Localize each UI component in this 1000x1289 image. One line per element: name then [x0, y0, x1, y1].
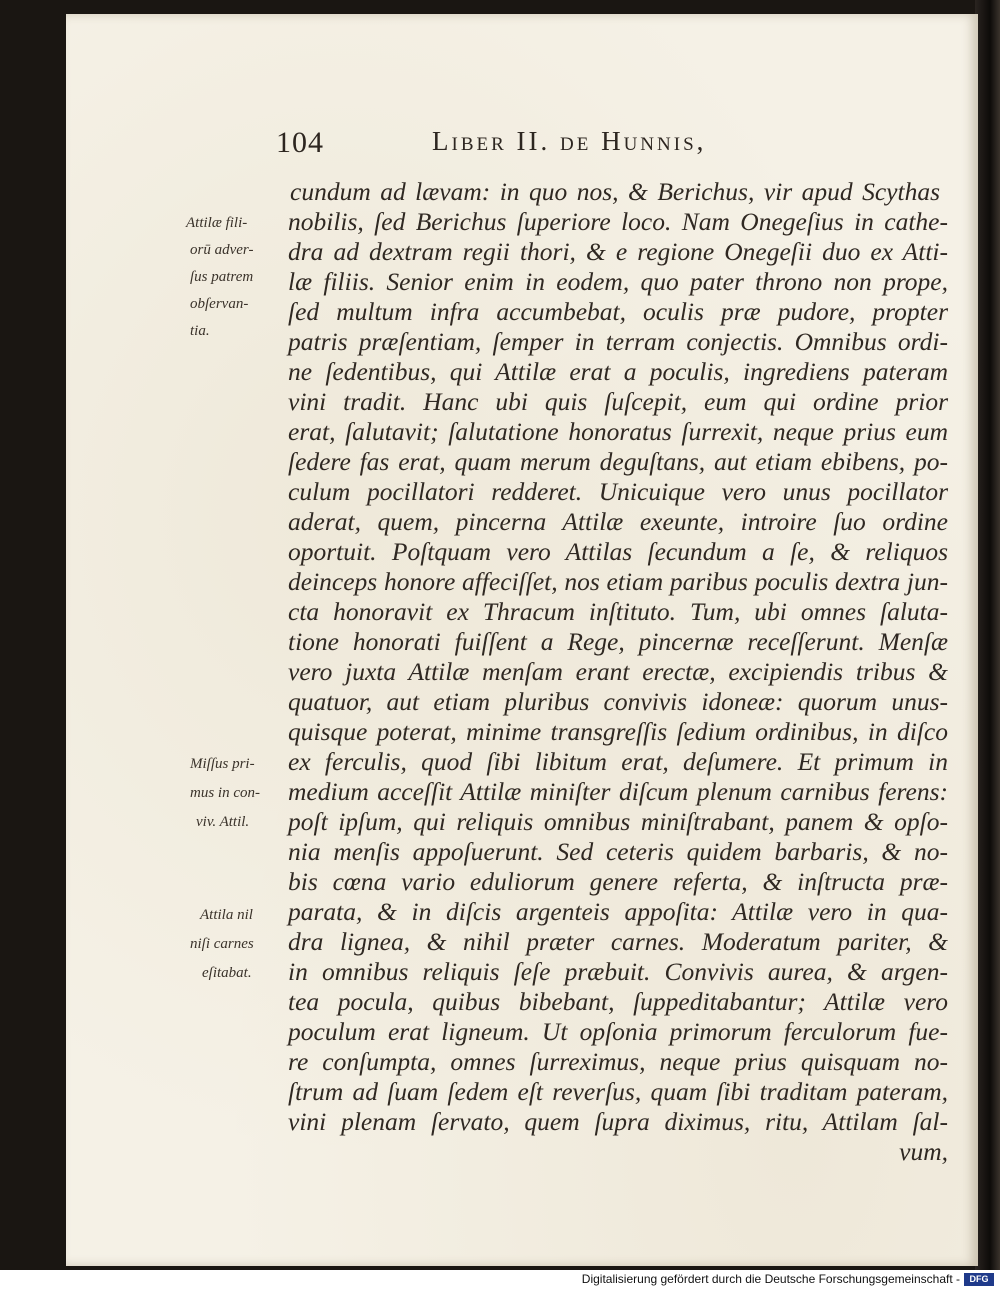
text-line: aderat, quem, pincerna Attilæ exeunte, introire ſuo ordine [288, 507, 948, 536]
text-line: parata, & in diſcis argenteis appoſita: Attilæ vero in qua- [288, 897, 948, 926]
text-line: vini plenam ſervato, quem ſupra diximus, ritu, Attilam ſal- [288, 1107, 948, 1136]
marginal-note: Attilæ fili- [186, 215, 248, 231]
text-line: nobilis, ſed Berichus ſuperiore loco. Nam Onegeſius in cathe- [288, 207, 948, 236]
text-line: cta honoravit ex Thracum inſtituto. Tum, ubi omnes ſaluta- [288, 597, 948, 626]
text-line: culum pocillatori redderet. Unicuique vero unus pocillator [288, 477, 948, 506]
text-line: tea pocula, quibus bibebant, ſuppeditabantur; Attilæ vero [288, 987, 948, 1016]
text-line: dra ad dextram regii thori, & e regione Onegeſii duo ex Atti- [288, 237, 948, 266]
text-line: quatuor, aut etiam pluribus convivis idoneæ: quorum unus- [288, 687, 948, 716]
text-line: bis cœna vario eduliorum genere referta, & inſtructa præ- [288, 867, 948, 896]
marginal-note: obſervan- [190, 296, 249, 312]
footer-bar [0, 1270, 1000, 1289]
funding-notice: Digitalisierung gefördert durch die Deutsche Forschungsgemeinschaft - [581, 1272, 960, 1286]
text-line: poſt ipſum, qui reliquis omnibus miniſtrabant, panem & opſo- [288, 807, 948, 836]
marginal-note: niſi carnes [190, 936, 254, 952]
text-line: oportuit. Poſtquam vero Attilas ſecundum a ſe, & reliquos [288, 537, 948, 566]
page-number: 104 [276, 126, 324, 159]
text-line: ex ferculis, quod ſibi libitum erat, deſumere. Et primum in [288, 747, 948, 776]
text-line: ſedere fas erat, quam merum deguſtans, aut etiam ebibens, po- [288, 447, 948, 476]
text-line: deinceps honore affeciſſet, nos etiam paribus poculis dextra jun- [288, 567, 948, 596]
text-line: patris præſentiam, ſemper in terram conjectis. Omnibus ordi- [288, 327, 948, 356]
text-line: nia menſis appoſuerunt. Sed ceteris quidem barbaris, & no- [288, 837, 948, 866]
marginal-note: ſus patrem [190, 269, 254, 285]
running-head: Liber II. de Hunnis, [432, 126, 707, 156]
text-line: vum, [899, 1137, 948, 1166]
marginal-note: tia. [190, 323, 210, 339]
marginal-note: viv. Attil. [196, 814, 250, 830]
text-line: erat, ſalutavit; ſalutatione honoratus ſurrexit, neque prius eum [288, 417, 948, 446]
text-line: ſed multum infra accumbebat, oculis præ pudore, propter [288, 297, 948, 326]
text-line: vero juxta Attilæ menſam erant erectæ, excipiendis tribus & [288, 657, 948, 686]
marginal-note: Miſſus pri- [190, 756, 255, 772]
text-line: medium acceſſit Attilæ miniſter diſcum plenum carnibus ferens: [288, 777, 948, 806]
marginal-note: Attila nil [200, 907, 253, 923]
text-line: læ filiis. Senior enim in eodem, quo pater throno non prope, [288, 267, 948, 296]
text-line: poculum erat ligneum. Ut opſonia primorum ferculorum fue- [288, 1017, 948, 1046]
text-line: quisque poterat, minime transgreſſis ſedium ordinibus, in diſco [288, 717, 948, 746]
marginal-note: orū adver- [190, 242, 254, 258]
marginal-note: mus in con- [190, 785, 260, 801]
text-line: vini tradit. Hanc ubi quis ſuſcepit, eum qui ordine prior [288, 387, 948, 416]
text-line: tione honorati fuiſſent a Rege, pincernæ receſſerunt. Menſæ [288, 627, 948, 656]
text-line: cundum ad lævam: in quo nos, & Berichus, vir apud Scythas [290, 177, 940, 206]
text-line: dra lignea, & nihil præter carnes. Moderatum pariter, & [288, 927, 948, 956]
text-line: in omnibus reliquis ſeſe præbuit. Convivis aurea, & argen- [288, 957, 948, 986]
text-line: re conſumpta, omnes ſurreximus, neque prius quisquam no- [288, 1047, 948, 1076]
text-line: ſtrum ad ſuam ſedem eſt reverſus, quam ſibi traditam pateram, [288, 1077, 948, 1106]
text-line: ne ſedentibus, qui Attilæ erat a poculis, ingrediens pateram [288, 357, 948, 386]
dfg-logo-icon: DFG [964, 1273, 994, 1286]
marginal-note: eſitabat. [202, 965, 252, 981]
